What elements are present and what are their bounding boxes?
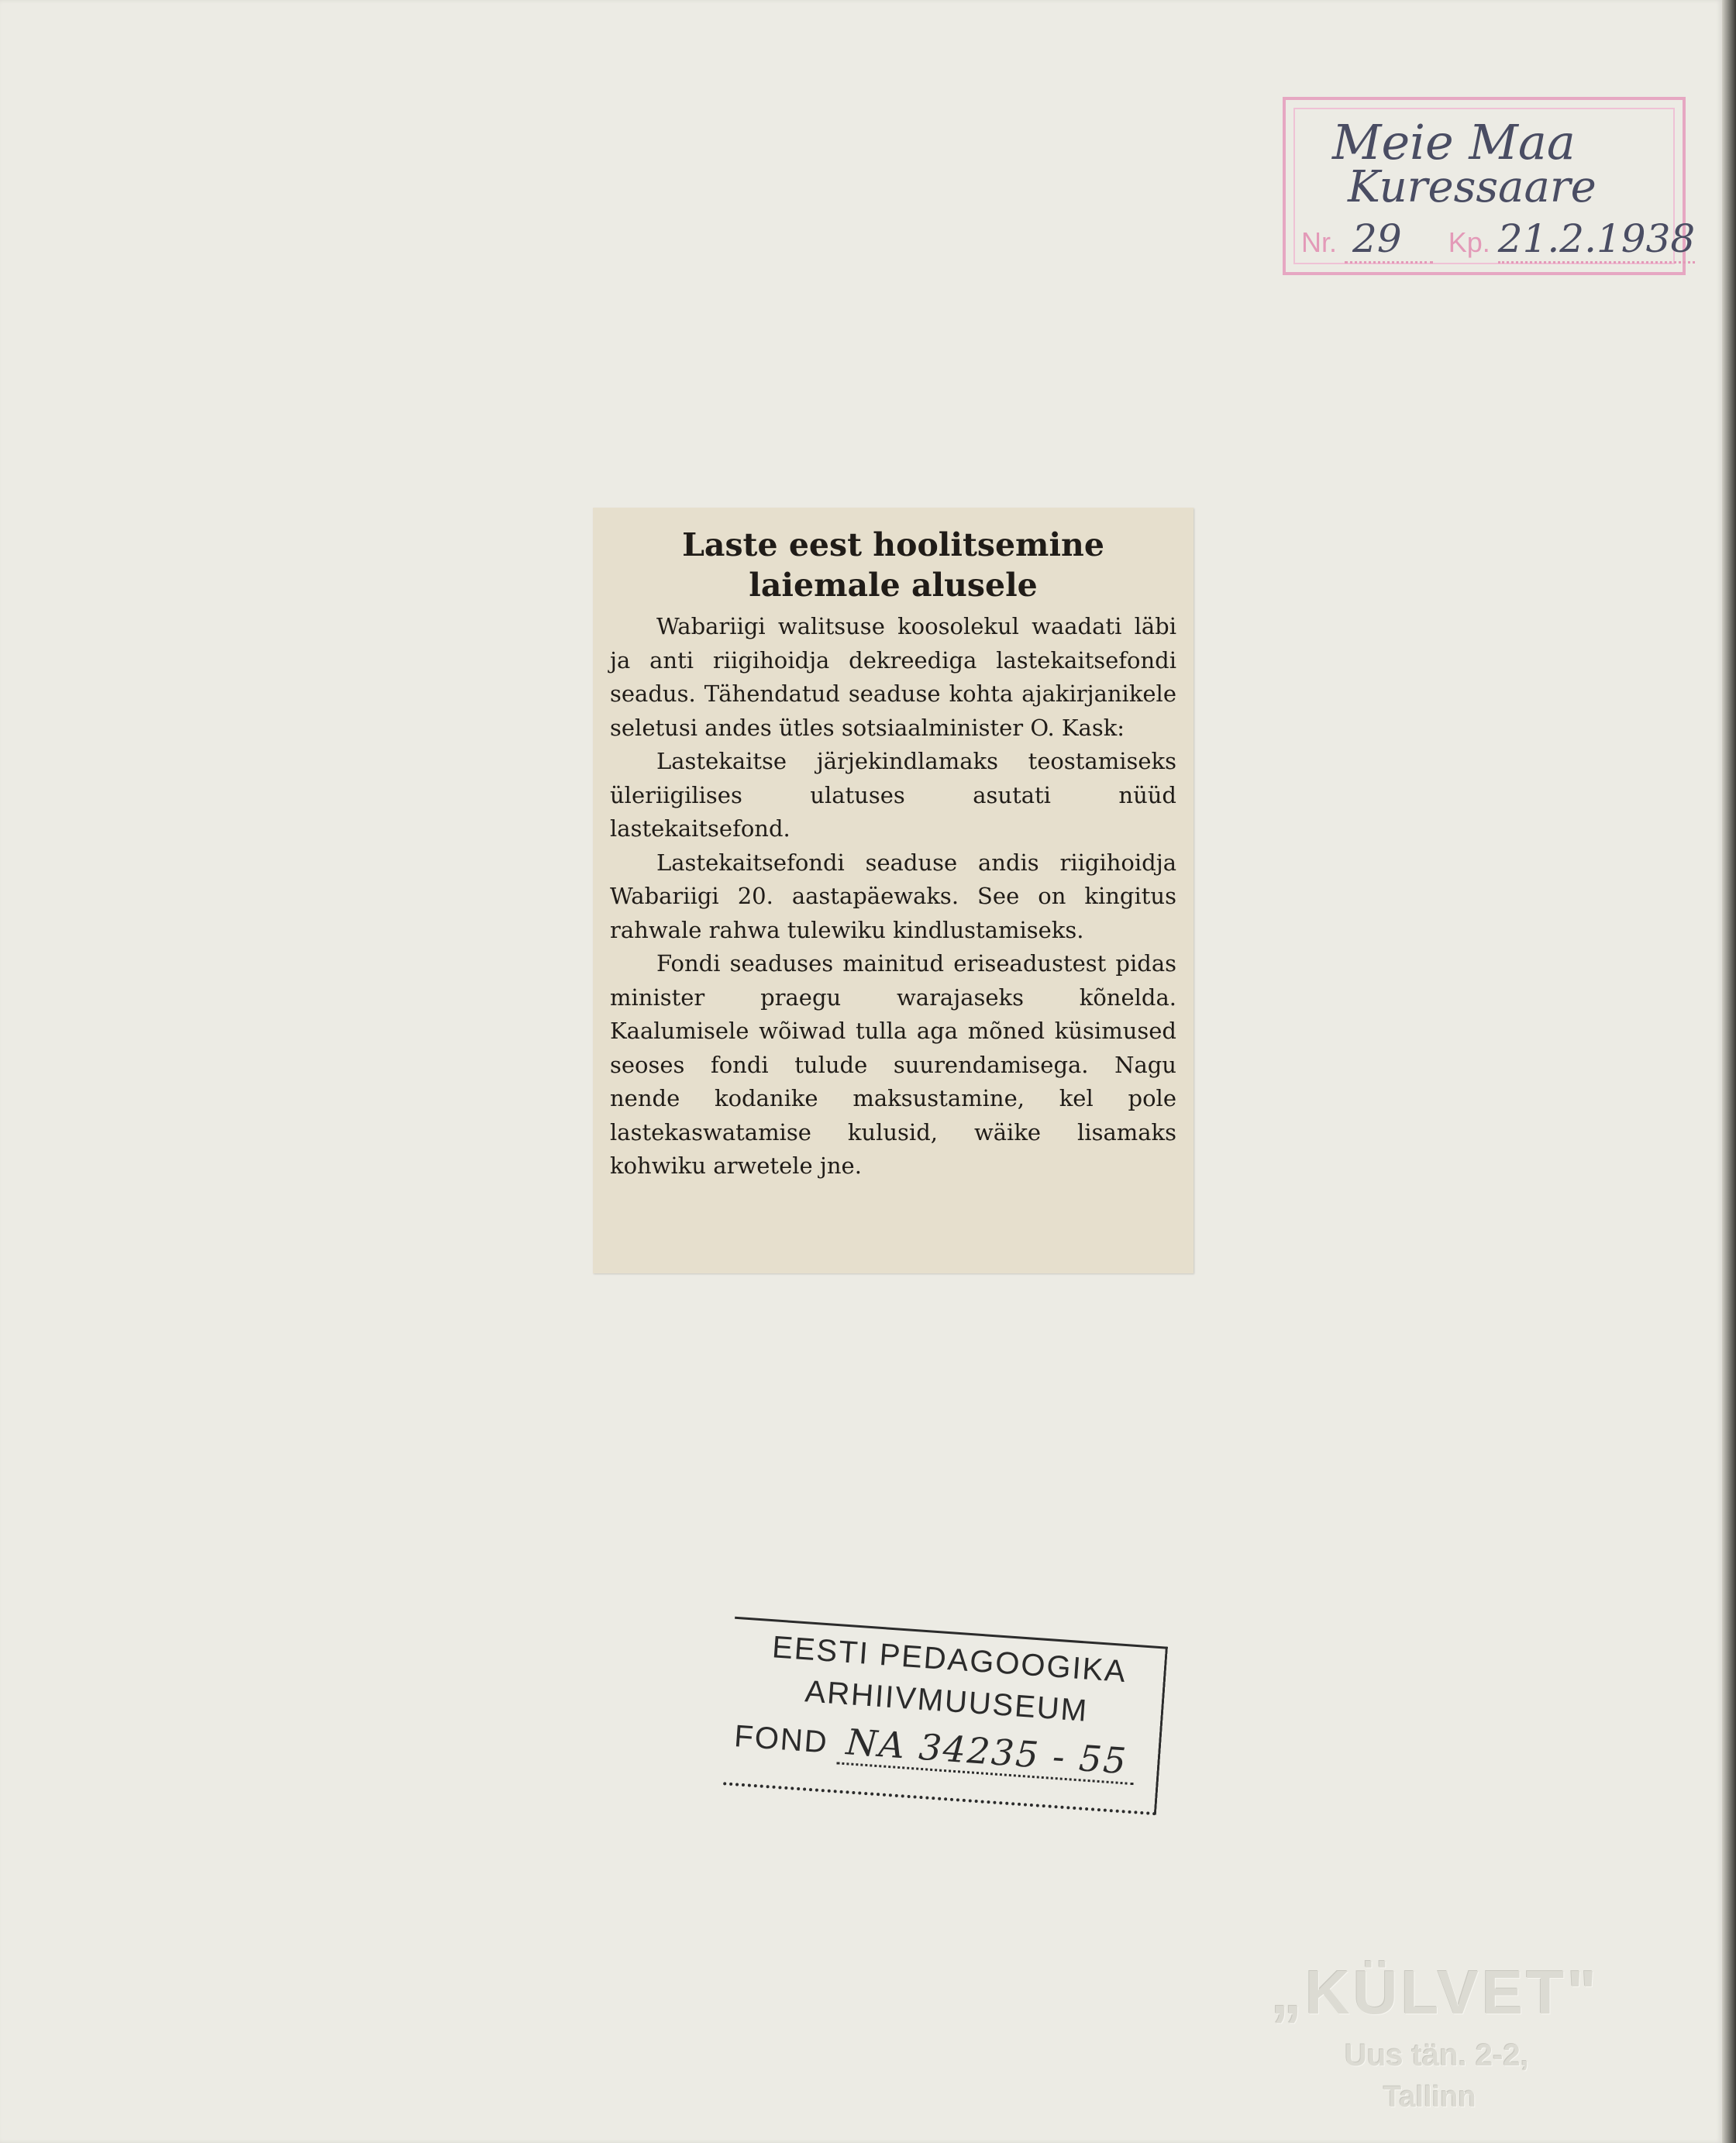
clipping-title: Laste eest hoolitsemine laiemale alusele	[682, 526, 1104, 604]
newspaper-name: Meie Maa	[1332, 114, 1576, 171]
museum-stamp-line1: EESTI PEDAGOOGIKA	[770, 1630, 1128, 1690]
scan-edge	[1722, 0, 1736, 2143]
clipping-paragraph: Lastekaitsefondi seaduse andis riigihoidja Wabariigi 20. aastapäewaks. See on kingitus rahwale rahwa tulewiku kindlustamiseks.	[610, 849, 1176, 943]
kp-value: 21.2.1938	[1497, 216, 1696, 261]
embossed-stamp	[1271, 1957, 1643, 2135]
clipping-paragraph: Fondi seaduses mainitud eriseadustest pidas minister praegu warajaseks kõnelda. Kaalumisele wõiwad tulla aga mõned küsimused seoses fondi tulude suurendamisega. Nagu nende kodanike maksustamine, kel pole lastekaswatamise kulusid, wäike lisamaks kohwiku arwetele jne.	[610, 950, 1176, 1179]
nr-value: 29	[1352, 216, 1402, 261]
kp-label: Kp.	[1448, 226, 1490, 258]
clipping-paragraph: Lastekaitse järjekindlamaks teostamiseks üleriigilises ulatuses asutati nüüd lastekaitsefond.	[610, 748, 1176, 842]
embossed-stamp-name: „KÜLVET"	[1271, 1958, 1600, 2027]
nr-label: Nr.	[1301, 226, 1338, 258]
fond-label: FOND	[732, 1719, 830, 1760]
embossed-stamp-city: Tallinn	[1383, 2081, 1476, 2114]
newspaper-clipping	[593, 508, 1194, 1273]
fond-value: NA 34235 - 55	[837, 1721, 1137, 1786]
embossed-stamp-address: Uus tän. 2-2,	[1345, 2038, 1529, 2072]
stamp-number-date-row	[1301, 216, 1695, 264]
newspaper-place: Kuressaare	[1348, 162, 1596, 212]
clipping-paragraph: Wabariigi walitsuse koosolekul waadati läbi ja anti riigihoidja dekreediga lastekaitsefondi seadus. Tähendatud seaduse kohta ajakirjanikele seletusi andes ütles sotsiaalminister O. Kask:	[610, 613, 1176, 741]
catalogue-stamp	[1283, 97, 1696, 275]
museum-stamp	[723, 1617, 1168, 1816]
museum-stamp-line2: ARHIIVMUUSEUM	[804, 1674, 1090, 1728]
